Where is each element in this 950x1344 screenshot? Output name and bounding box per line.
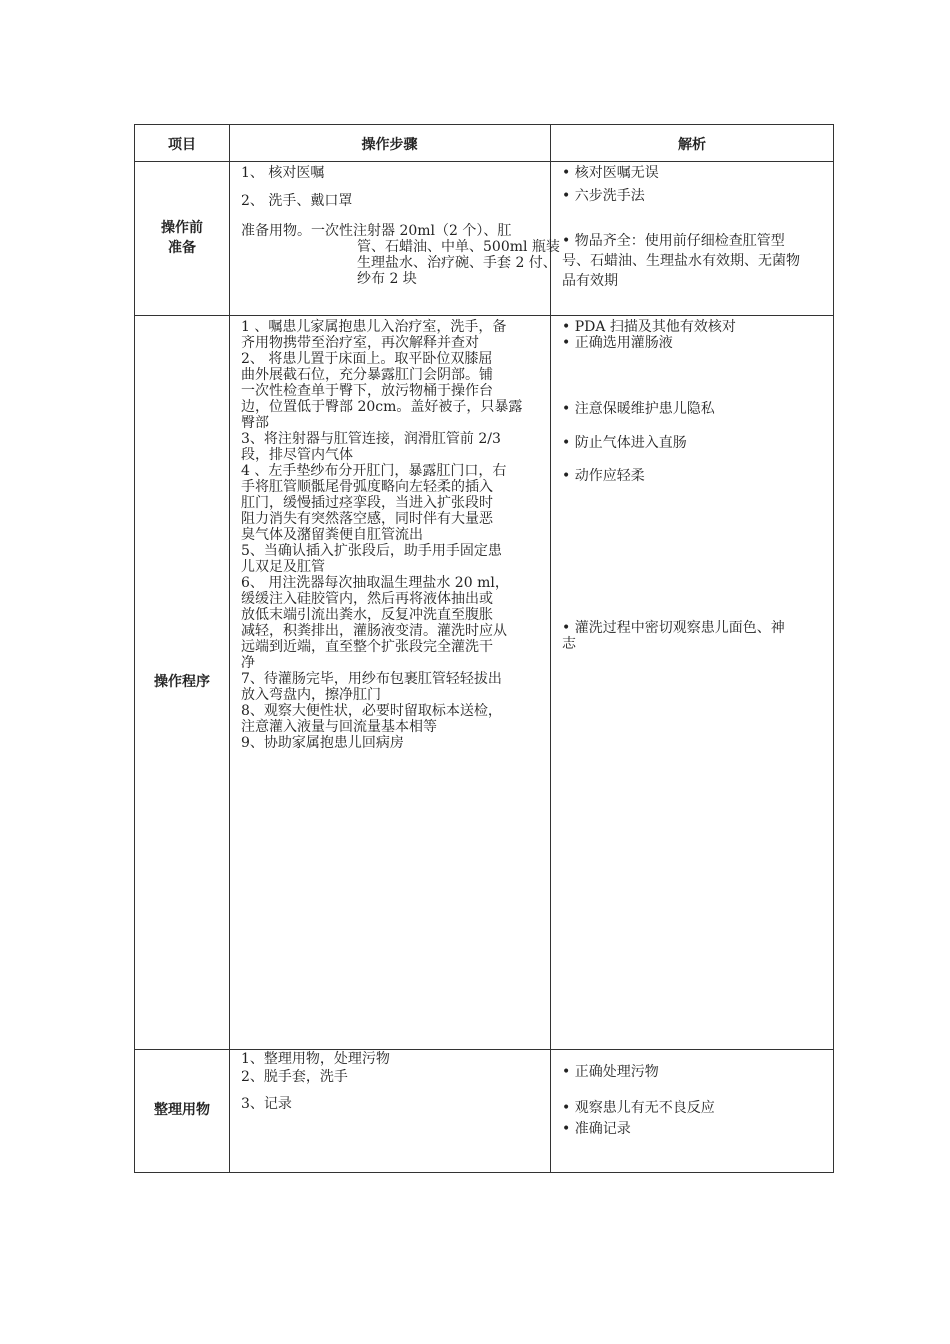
procedure-note-1: • PDA 扫描及其他有效核对 bbox=[562, 319, 736, 335]
procedure-note-6-line2: 志 bbox=[562, 636, 576, 652]
prep-label-line1: 操作前 bbox=[161, 220, 203, 236]
prep-step-3-line1: 准备用物。一次性注射器 20ml（2 个）、肛 bbox=[241, 223, 512, 239]
procedure-label: 操作程序 bbox=[154, 674, 210, 690]
column-divider-1 bbox=[229, 125, 230, 1172]
procedure-table bbox=[134, 124, 834, 1173]
prep-note-3-line2: 号、石蜡油、生理盐水有效期、无菌物 bbox=[562, 253, 800, 269]
cleanup-note-1: • 正确处理污物 bbox=[562, 1064, 659, 1080]
procedure-note-2: • 正确选用灌肠液 bbox=[562, 335, 673, 351]
prep-step-3-line3: 生理盐水、治疗碗、手套 2 付、 bbox=[357, 255, 557, 271]
prep-note-3-line1: • 物品齐全：使用前仔细检查肛管型 bbox=[562, 233, 785, 249]
header-analysis: 解析 bbox=[678, 137, 706, 153]
prep-step-3-line4: 纱布 2 块 bbox=[357, 271, 417, 287]
procedure-note-3: • 注意保暖维护患儿隐私 bbox=[562, 401, 715, 417]
procedure-steps: 1 、嘱患儿家属抱患儿入治疗室，洗手，备 齐用物携带至治疗室，再次解释并查对 2、 将患儿置于床面上。取平卧位双膝屈 曲外展截石位，充分暴露肛门会阴部。铺 一次性检查单于臀下，放污物桶于操作台 边，位置低于臀部 20cm。盖好被子，只暴露 臀部 3、将注射器与肛管连接，润滑肛管前 2/3 段，排尽管内气体 4 、左手垫纱布分开肛门，暴露肛门口，右 手将肛管顺骶尾骨弧度略向左轻柔的插入 肛门，缓慢插过痉挛段，当进入扩张段时 阻力消失有突然落空感，同时伴有大量恶 臭气体及潴留粪便自肛管流出 5、当确认插入扩张段后，助手用手固定患 儿双足及肛管 6、 用注洗器每次抽取温生理盐水 20 ml， 缓缓注入硅胶管内，然后再将液体抽出或 放低末端引流出粪水，反复冲洗直至腹胀 减轻，积粪排出，灌肠液变清。灌洗时应从 远端到近端，直至整个扩张段完全灌洗干 净 7、待灌肠完毕，用纱布包裹肛管轻轻拔出 放入弯盘内，擦净肛门 8、观察大便性状，必要时留取标本送检， 注意灌入液量与回流量基本相等 9、协助家属抱患儿回病房 bbox=[241, 319, 523, 751]
cleanup-note-2: • 观察患儿有无不良反应 bbox=[562, 1100, 715, 1116]
prep-label bbox=[135, 218, 229, 258]
procedure-note-6-line1: • 灌洗过程中密切观察患儿面色、神 bbox=[562, 620, 785, 636]
header-divider bbox=[135, 161, 833, 162]
procedure-divider bbox=[135, 1049, 833, 1050]
prep-note-2: • 六步洗手法 bbox=[562, 188, 645, 204]
cleanup-label: 整理用物 bbox=[154, 1102, 210, 1118]
cleanup-step-2: 2、脱手套，洗手 bbox=[241, 1069, 348, 1085]
prep-note-1: • 核对医嘱无误 bbox=[562, 165, 659, 181]
header-steps: 操作步骤 bbox=[361, 137, 418, 153]
procedure-note-4: • 防止气体进入直肠 bbox=[562, 435, 687, 451]
cleanup-step-1: 1、整理用物，处理污物 bbox=[241, 1051, 390, 1067]
prep-step-3-line2: 管、石蜡油、中单、500ml 瓶装 bbox=[357, 239, 560, 255]
cleanup-step-3: 3、记录 bbox=[241, 1096, 292, 1112]
column-divider-2 bbox=[550, 125, 551, 1172]
header-item: 项目 bbox=[168, 137, 196, 153]
prep-label-line2: 准备 bbox=[168, 240, 196, 256]
cleanup-note-3: • 准确记录 bbox=[562, 1121, 631, 1137]
prep-step-1: 1、 核对医嘱 bbox=[241, 165, 325, 181]
prep-divider bbox=[135, 315, 833, 316]
prep-note-3-line3: 品有效期 bbox=[562, 273, 618, 289]
prep-step-2: 2、 洗手、戴口罩 bbox=[241, 193, 353, 209]
procedure-note-5: • 动作应轻柔 bbox=[562, 468, 645, 484]
